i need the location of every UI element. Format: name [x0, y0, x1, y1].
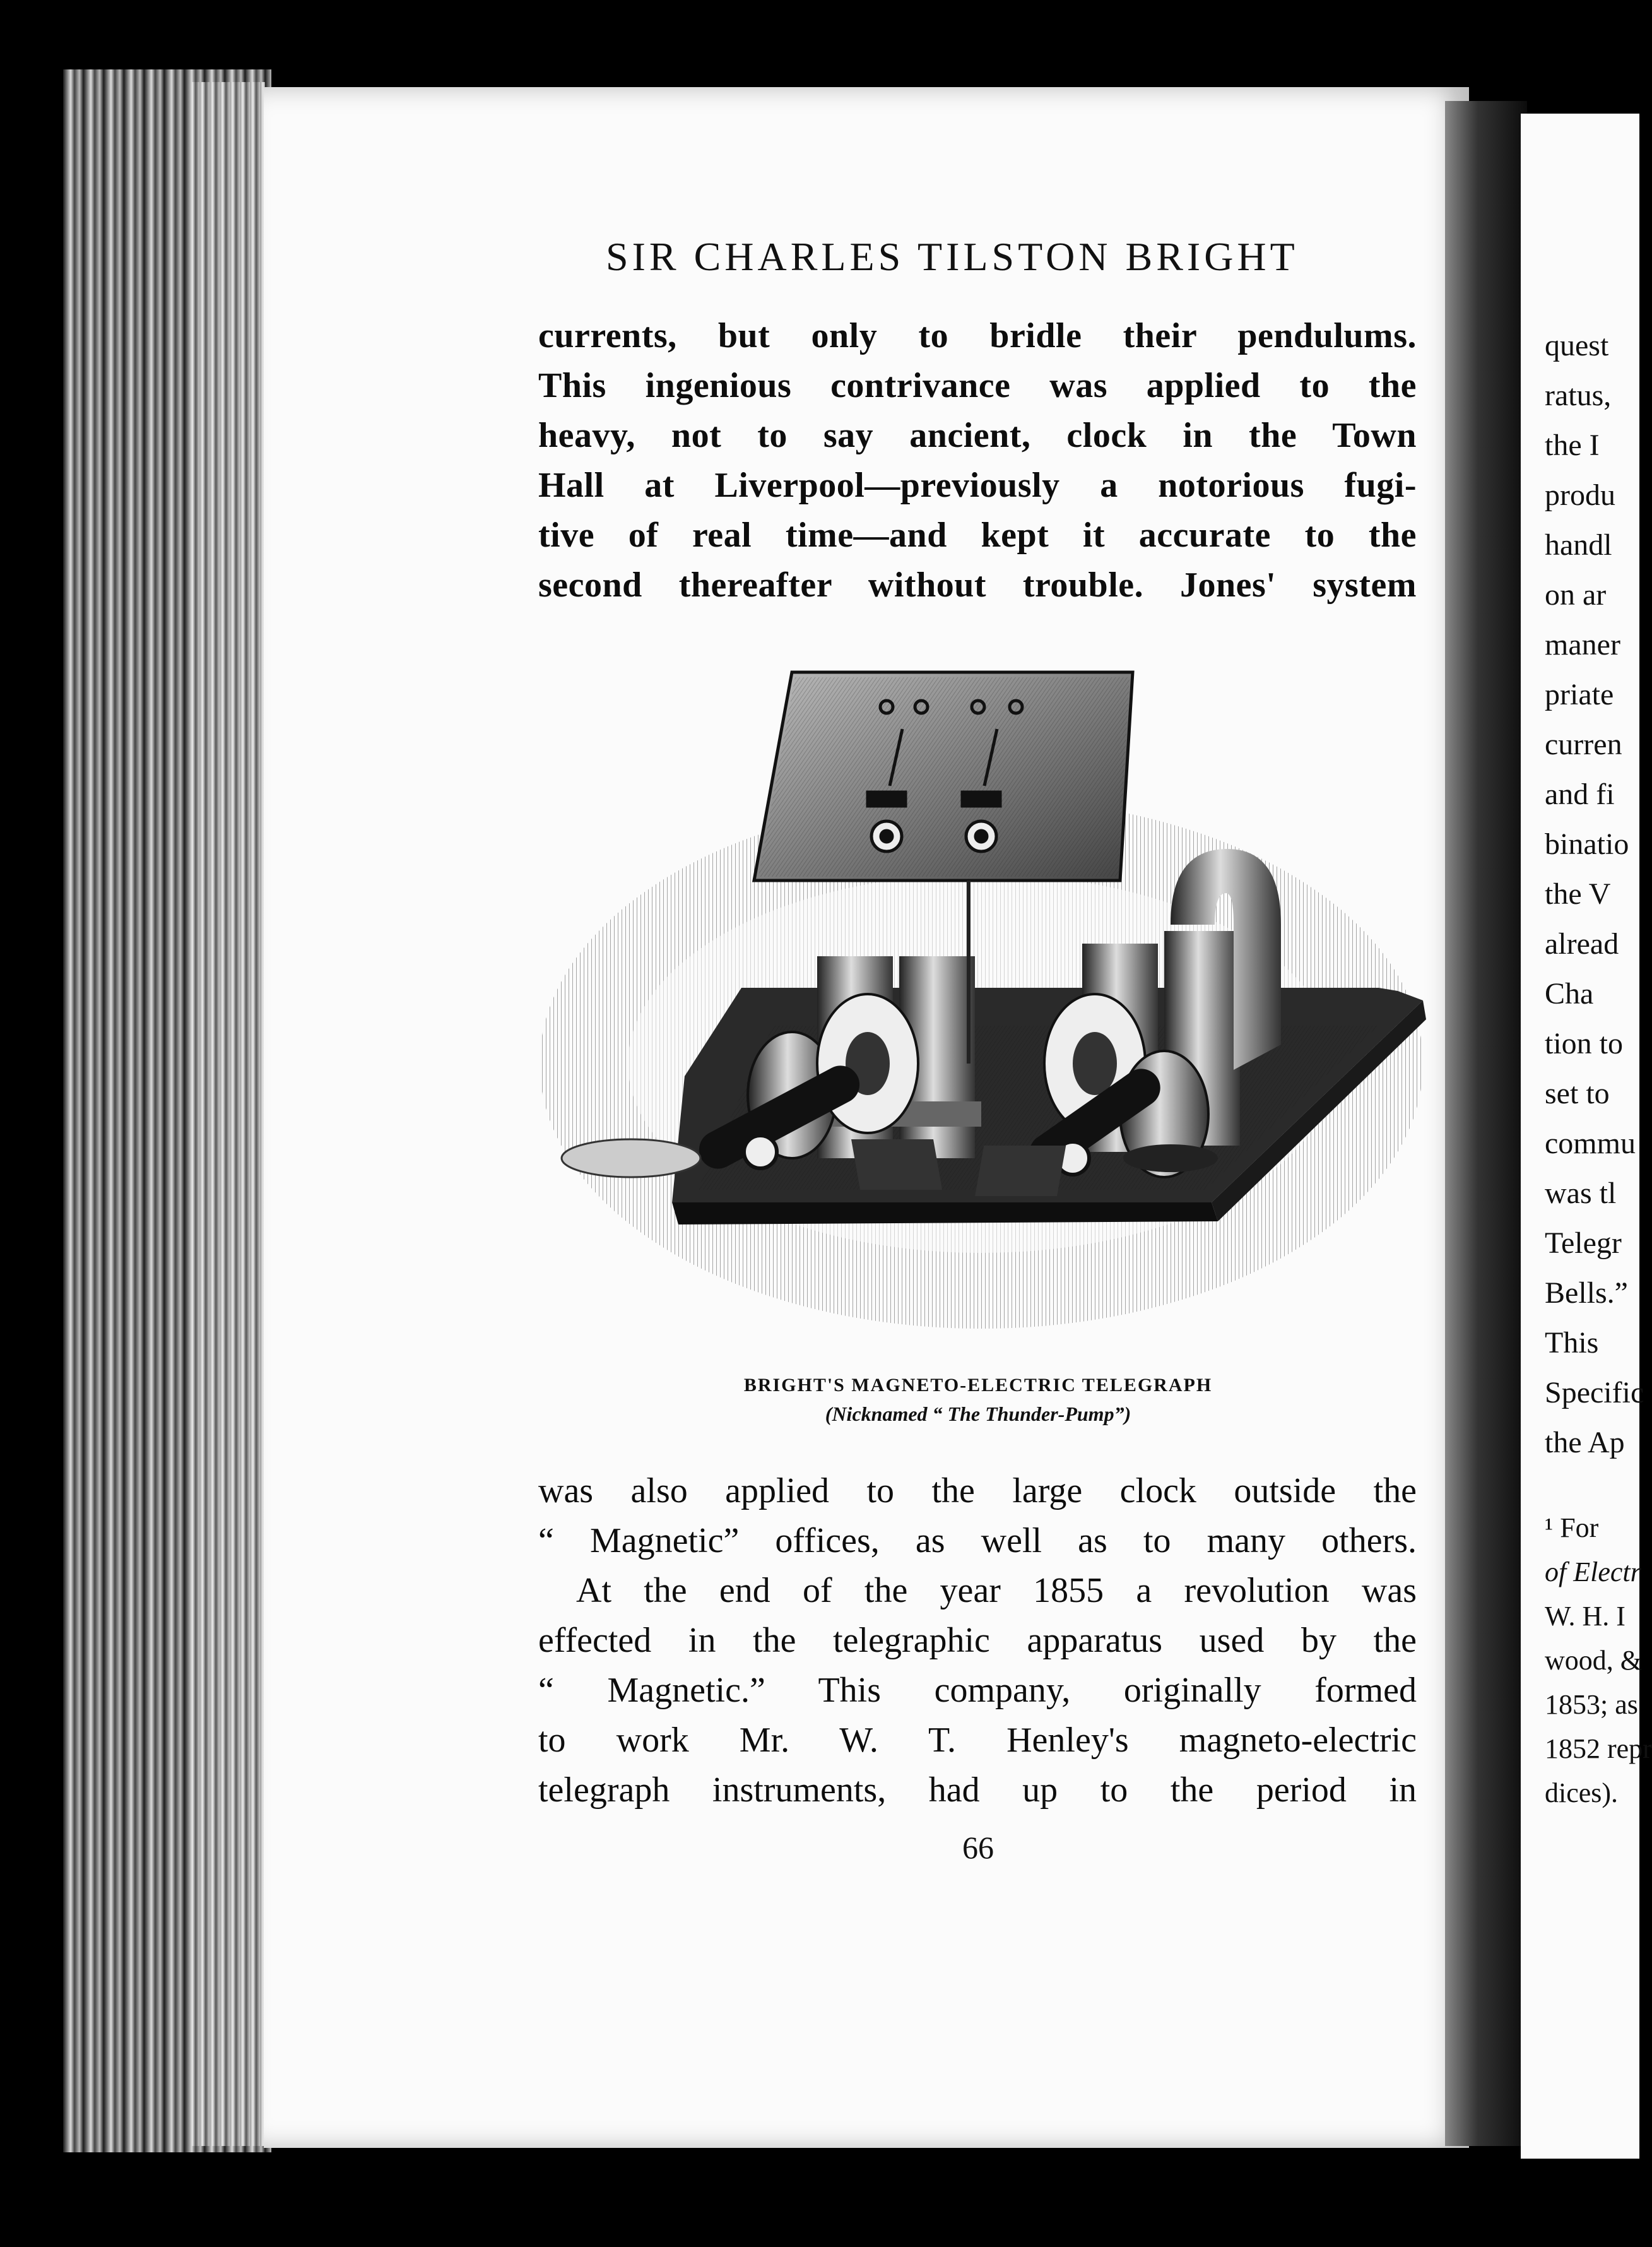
text-line	[538, 465, 1417, 506]
facing-footnote-line: dices).	[1545, 1777, 1619, 1808]
text-line-content: was also applied to the large clock outside the	[538, 1471, 1417, 1510]
facing-line: maner	[1545, 628, 1620, 661]
text-line	[538, 565, 1417, 605]
facing-line: handl	[1545, 528, 1612, 562]
facing-line: binatio	[1545, 827, 1629, 861]
facing-line: Telegr	[1545, 1226, 1622, 1260]
facing-line: was tl	[1545, 1177, 1617, 1210]
text-line-content: second thereafter without trouble. Jones' system	[538, 566, 1417, 605]
facing-line: Bells.”	[1545, 1276, 1628, 1310]
text-line	[538, 515, 1417, 555]
text-line	[538, 316, 1417, 356]
facing-line: quest	[1545, 329, 1609, 362]
text-line-content: At the end of the year 1855 a revolution was	[576, 1571, 1417, 1610]
facing-line: produ	[1545, 478, 1615, 512]
text-line-content: “ Magnetic.” This company, originally formed	[538, 1671, 1417, 1710]
text-line	[538, 1521, 1417, 1561]
text-line-content: tive of real time—and kept it accurate to the	[538, 516, 1417, 555]
facing-footnote-line: of Electr	[1545, 1556, 1641, 1587]
text-line-content: telegraph instruments, had up to the period in	[538, 1770, 1417, 1810]
text-line-content: to work Mr. W. T. Henley's magneto-electric	[538, 1721, 1417, 1760]
figure-caption-subtitle: (Nicknamed “ The Thunder-Pump”)	[825, 1402, 1131, 1425]
book-page-edges-inner	[189, 82, 265, 2146]
facing-line: tion to	[1545, 1027, 1624, 1060]
text-line	[538, 1670, 1417, 1710]
text-line	[538, 1770, 1417, 1810]
figure-caption-title: BRIGHT'S MAGNETO-ELECTRIC TELEGRAPH	[743, 1375, 1213, 1396]
facing-footnote-line: wood, &	[1545, 1645, 1642, 1676]
facing-line: set to	[1545, 1077, 1610, 1110]
facing-line: ratus,	[1545, 379, 1612, 412]
text-line-content: This ingenious contrivance was applied to the	[538, 366, 1417, 405]
text-line-content: “ Magnetic” offices, as well as to many others.	[538, 1521, 1417, 1560]
facing-line: on ar	[1545, 578, 1607, 612]
text-line	[538, 1471, 1417, 1511]
facing-line: commu	[1545, 1127, 1636, 1160]
facing-line: the V	[1545, 877, 1611, 911]
facing-line: alread	[1545, 927, 1619, 961]
facing-footnote-line: W. H. I	[1545, 1601, 1625, 1632]
facing-line: the Ap	[1545, 1426, 1625, 1459]
telegraph-illustration	[527, 660, 1436, 1348]
facing-line: This	[1545, 1326, 1599, 1360]
text-line	[538, 1620, 1417, 1661]
text-line	[576, 1570, 1417, 1611]
running-head: SIR CHARLES TILSTON BRIGHT	[606, 234, 1299, 279]
text-line	[538, 365, 1417, 406]
book-gutter	[1445, 101, 1527, 2146]
facing-line: Cha	[1545, 977, 1594, 1011]
facing-line: the I	[1545, 429, 1600, 462]
text-line	[538, 415, 1417, 456]
page-number: 66	[962, 1830, 994, 1865]
facing-line: curren	[1545, 728, 1622, 761]
facing-line: priate	[1545, 678, 1614, 711]
facing-footnote-line: 1853; as	[1545, 1689, 1638, 1720]
text-line-content: Hall at Liverpool—previously a notorious fugi-	[538, 466, 1417, 505]
text-line-content: effected in the telegraphic apparatus used by the	[538, 1621, 1417, 1660]
facing-footnote-line: 1852 repr	[1545, 1733, 1652, 1764]
text-line-content: currents, but only to bridle their pendulums.	[538, 316, 1417, 355]
facing-footnote-line: ¹ For	[1545, 1512, 1599, 1543]
facing-line: Specific	[1545, 1376, 1644, 1409]
text-line	[538, 1720, 1417, 1760]
facing-line: and fi	[1545, 778, 1615, 811]
text-line-content: heavy, not to say ancient, clock in the Town	[538, 416, 1417, 455]
